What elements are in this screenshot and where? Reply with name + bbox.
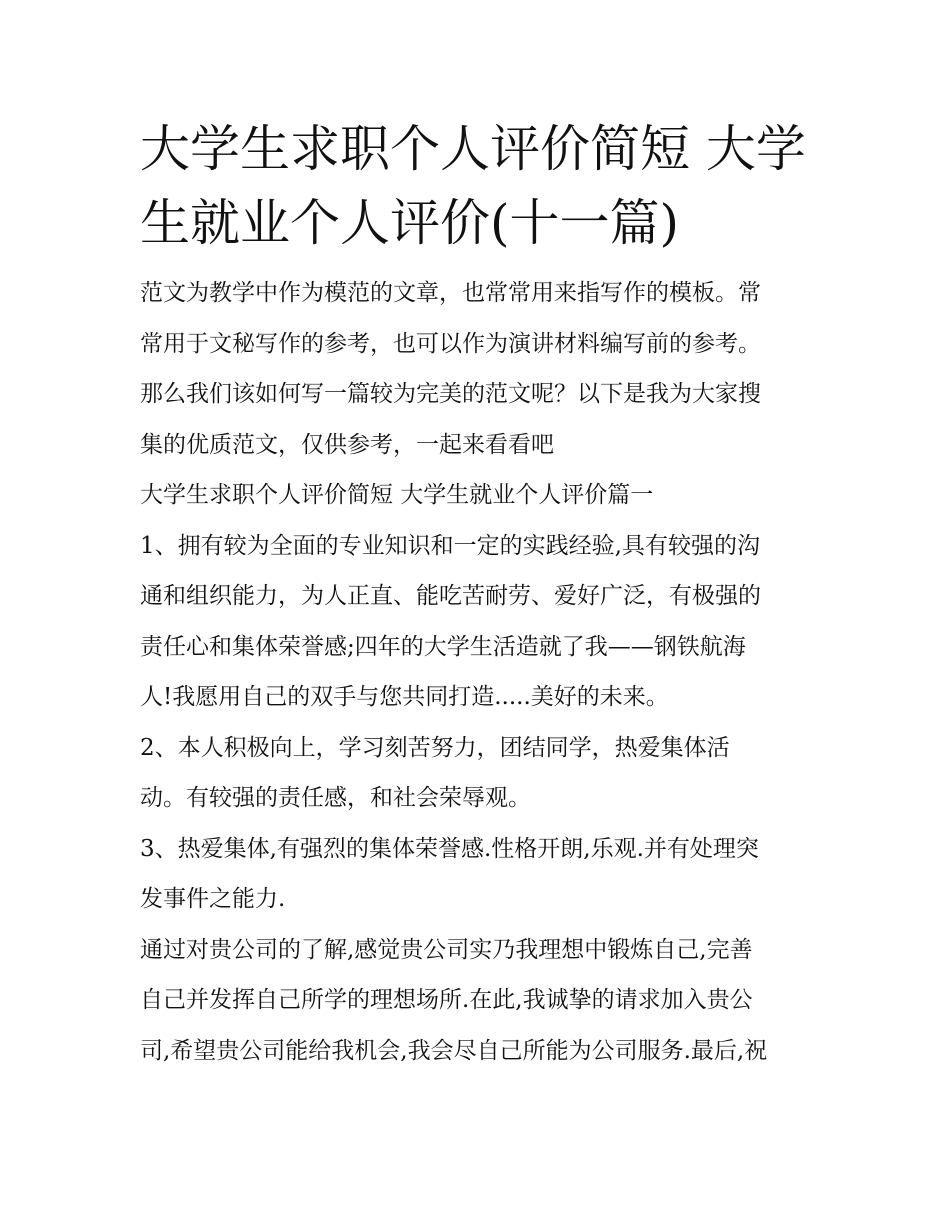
text-line: 自己并发挥自己所学的理想场所.在此,我诚挚的请求加入贵公 xyxy=(140,987,753,1013)
text-line: 人!我愿用自己的双手与您共同打造.....美好的未来。 xyxy=(140,684,669,710)
text-line: 通和组织能力，为人正直、能吃苦耐劳、爱好广泛，有极强的 xyxy=(140,583,761,609)
text-line: 司,希望贵公司能给我机会,我会尽自己所能为公司服务.最后,祝 xyxy=(140,1037,768,1064)
intro-paragraph xyxy=(140,268,815,470)
text-line: 责任心和集体荣誉感;四年的大学生活造就了我——钢铁航海 xyxy=(140,633,746,660)
text-line: 2、本人积极向上，学习刻苦努力，团结同学，热爱集体活 xyxy=(140,734,730,761)
document-page xyxy=(140,112,815,1076)
section-heading xyxy=(140,470,815,521)
text-line: 通过对贵公司的了解,感觉贵公司实乃我理想中锻炼自己,完善 xyxy=(140,936,753,963)
document-title xyxy=(140,112,815,260)
text-line: 大学生求职个人评价简短 大学生就业个人评价篇一 xyxy=(140,482,654,508)
title-line: 生就业个人评价(十一篇) xyxy=(140,194,680,252)
closing-paragraph xyxy=(140,925,815,1077)
text-line: 集的优质范文，仅供参考，一起来看看吧 xyxy=(140,431,554,458)
text-line: 范文为教学中作为模范的文章，也常常用来指写作的模板。常 xyxy=(140,280,761,306)
title-line: 大学生求职个人评价简短 大学 xyxy=(140,120,806,178)
text-line: 1、拥有较为全面的专业知识和一定的实践经验,具有较强的沟 xyxy=(140,532,760,559)
text-line: 3、热爱集体,有强烈的集体荣誉感.性格开朗,乐观.并有处理突 xyxy=(140,835,759,862)
text-line: 那么我们该如何写一篇较为完美的范文呢？以下是我为大家搜 xyxy=(140,381,761,407)
text-line: 动。有较强的责任感，和社会荣辱观。 xyxy=(140,785,531,811)
item-3-paragraph xyxy=(140,824,815,925)
item-2-paragraph xyxy=(140,723,815,824)
text-line: 发事件之能力. xyxy=(140,886,286,912)
item-1-paragraph xyxy=(140,521,815,723)
text-line: 常用于文秘写作的参考，也可以作为演讲材料编写前的参考。 xyxy=(140,330,761,357)
